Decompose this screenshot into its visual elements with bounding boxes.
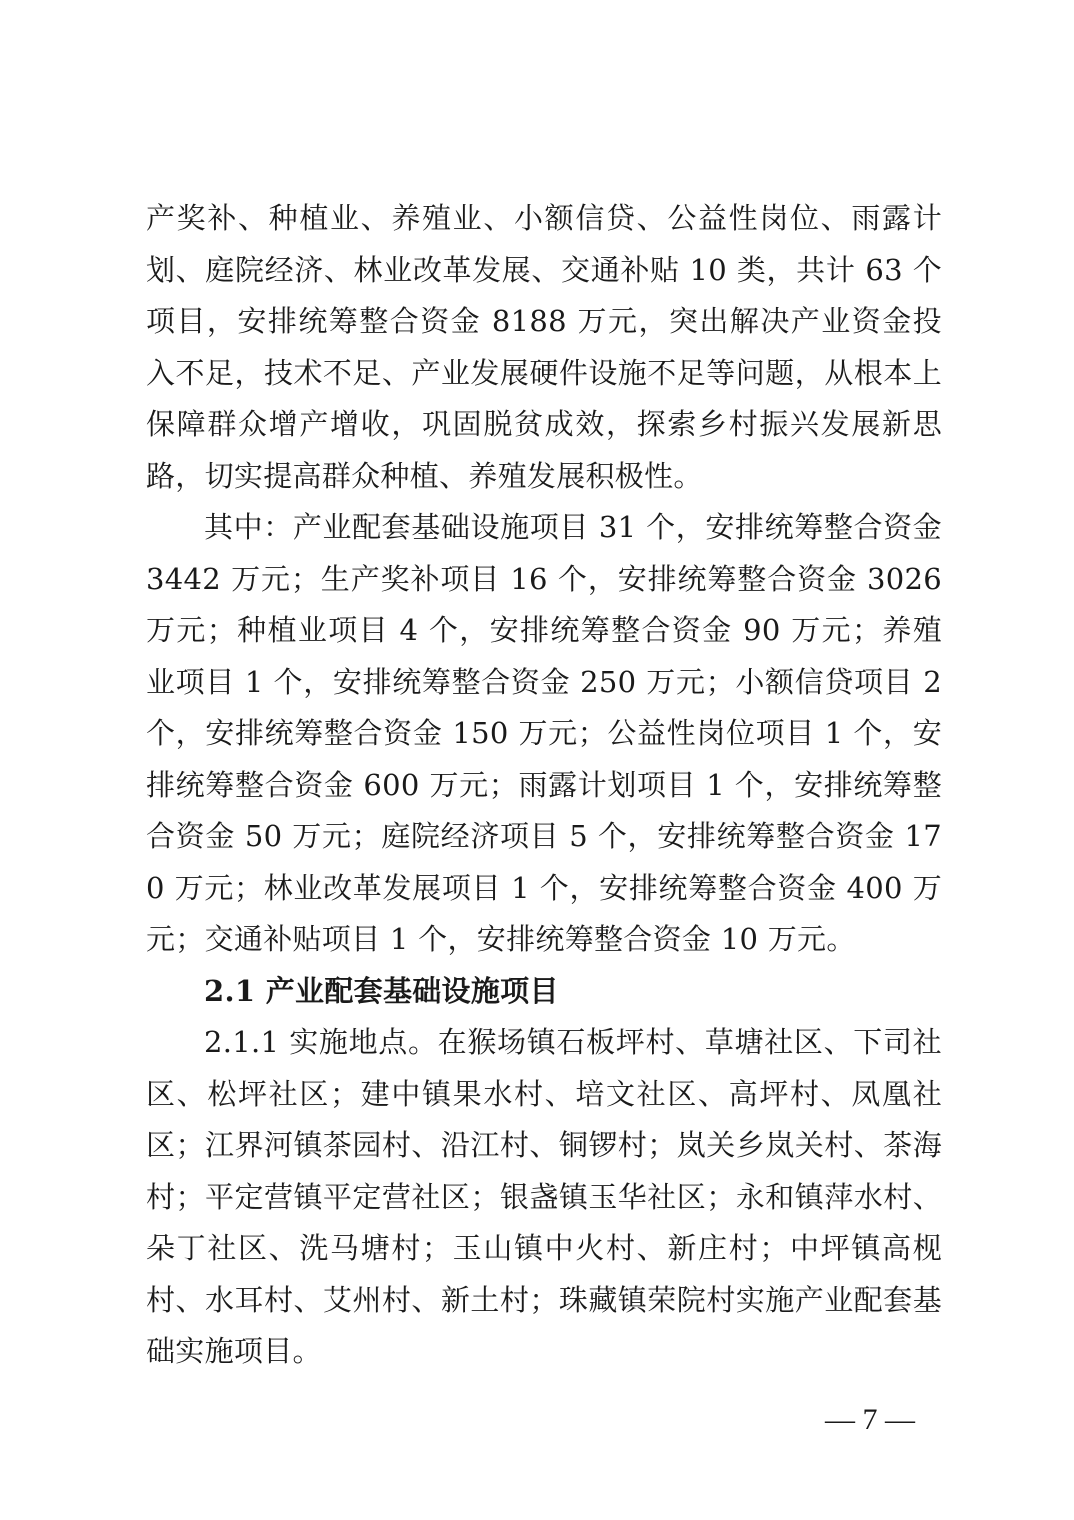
paragraph-implementation-locations: 2.1.1 实施地点。在猴场镇石板坪村、草塘社区、下司社区、松坪社区；建中镇果水村、培文社区、高坪村、凤凰社区；江界河镇茶园村、沿江村、铜锣村；岚关乡岚关村、茶海村；平定营镇平定营社区；银盏镇玉华社区；永和镇萍水村、朵丁社区、洗马塘村；玉山镇中火村、新庄村；中坪镇高枧村、水耳村、艾州村、新土村；珠藏镇荣院村实施产业配套基础实施项目。: [146, 1025, 942, 1368]
paragraph-project-summary: 产奖补、种植业、养殖业、小额信贷、公益性岗位、雨露计划、庭院经济、林业改革发展、交通补贴 10 类，共计 63 个项目，安排统筹整合资金 8188 万元，突出解决产业资金投入不足，技术不足、产业发展硬件设施不足等问题，从根本上保障群众增产增收，巩固脱贫成效，探索乡村振兴发展新思路，切实提高群众种植、养殖发展积极性。: [146, 201, 942, 493]
page-number: — 7 —: [825, 1403, 915, 1436]
page-body: [146, 193, 942, 1378]
section-heading: 2.1 产业配套基础设施项目: [204, 973, 559, 1008]
paragraph-project-breakdown: 其中：产业配套基础设施项目 31 个，安排统筹整合资金 3442 万元；生产奖补项目 16 个，安排统筹整合资金 3026 万元；种植业项目 4 个，安排统筹整合资金 90 万元；养殖业项目 1 个，安排统筹整合资金 250 万元；小额信贷项目 2 个，安排统筹整合资金 150 万元；公益性岗位项目 1 个，安排统筹整合资金 600 万元；雨露计划项目 1 个，安排统筹整合资金 50 万元；庭院经济项目 5 个，安排统筹整合资金 170 万元；林业改革发展项目 1 个，安排统筹整合资金 400 万元；交通补贴项目 1 个，安排统筹整合资金 10 万元。: [146, 510, 942, 956]
